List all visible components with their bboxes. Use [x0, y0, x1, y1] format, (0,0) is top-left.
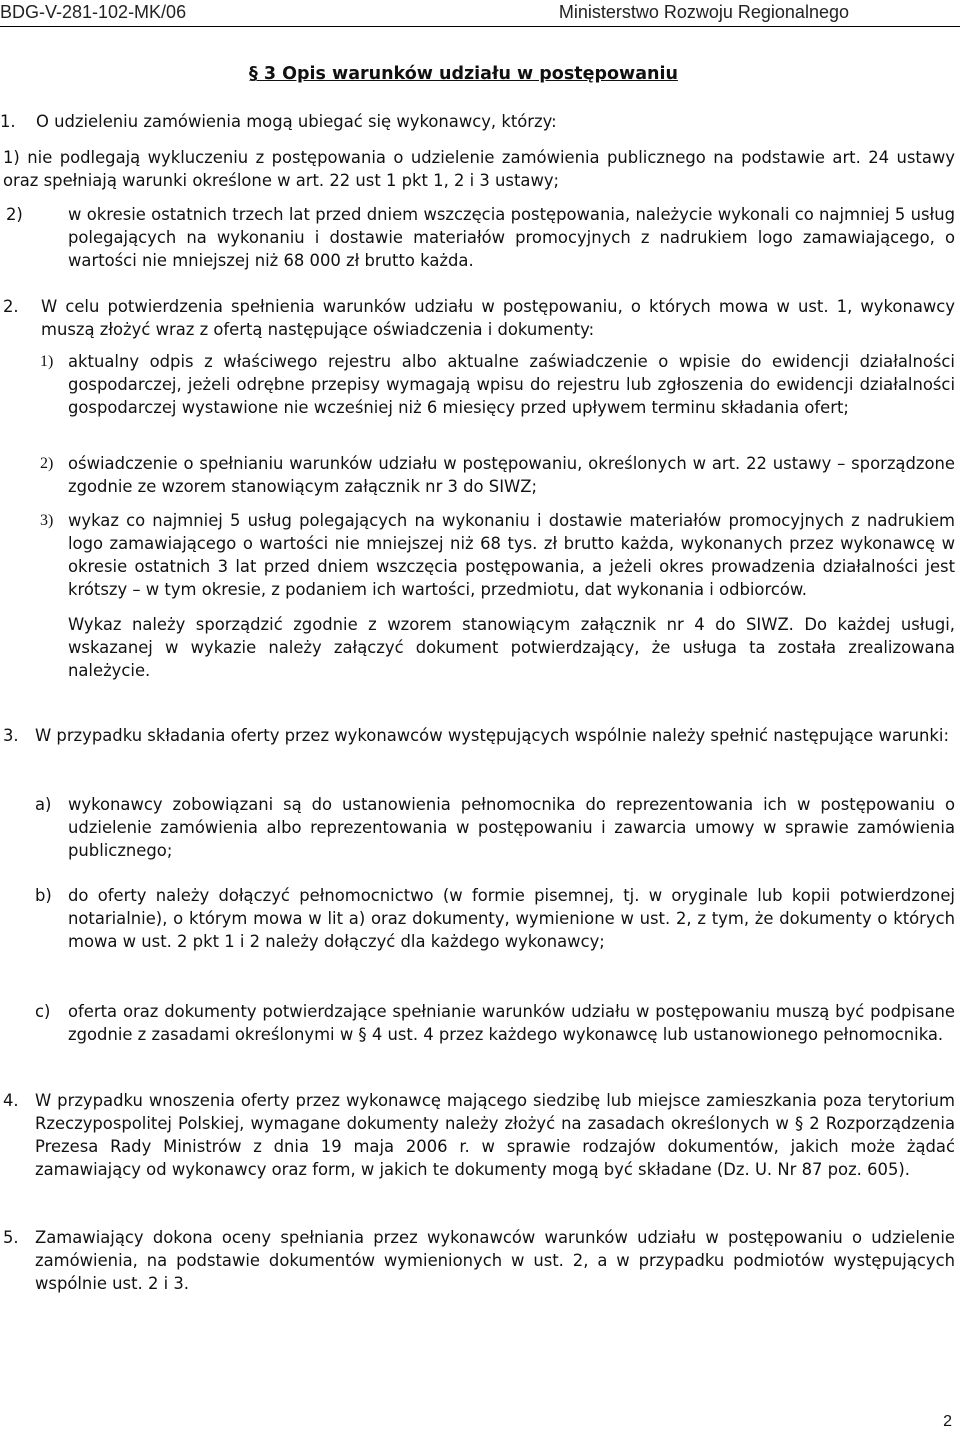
- item-text: w okresie ostatnich trzech lat przed dniem wszczęcia postępowania, należycie wykonali co najmniej 5 usług polegających na wykonaniu i dostawie materiałów promocyjnych z nadrukiem logo zamawiającego, o wartości nie mniejszej niż 68 000 zł brutto każda.: [68, 205, 955, 270]
- section-number: 4.: [3, 1091, 19, 1110]
- item-text: wykaz co najmniej 5 usług polegających na wykonaniu i dostawie materiałów promocyjnych z nadrukiem logo zamawiającego o wartości nie mniejszej niż 68 tys. zł brutto każda, wykonanych przez wykonawcę w okresie ostatnich 3 lat przed dniem wszczęcia postępowania, a jeżeli okres prowadzenia działalności jest krótszy – w tym okresie, z podaniem ich wartości, przedmiotu, dat wykonania i odbiorców.: [68, 511, 955, 599]
- item-number: b): [35, 886, 52, 905]
- item-text: oferta oraz dokumenty potwierdzające spełnianie warunków udziału w postępowaniu muszą być podpisane zgodnie z zasadami określonymi w § 4 ust. 4 przez każdego wykonawcę lub ustanowionego pełnomocnika.: [68, 1002, 955, 1044]
- section-text: W przypadku wnoszenia oferty przez wykonawcę mającego siedzibę lub miejsce zamieszkania poza terytorium Rzeczypospolitej Polskiej, wymagane dokumenty należy złożyć na zasadach określonych w § 2 Rozporządzenia Prezesa Rady Ministrów z dnia 19 maja 2006 r. w sprawie rodzajów dokumentów, jakich może żądać zamawiający od wykonawcy oraz form, w jakich te dokumenty mogą być składane (Dz. U. Nr 87 poz. 605).: [35, 1091, 955, 1179]
- item-text: do oferty należy dołączyć pełnomocnictwo (w formie pisemnej, tj. w oryginale lub kopii potwierdzonej notarialnie), o którym mowa w lit a) oraz dokumenty, wymienione w ust. 2, z tym, że dokumenty o których mowa w ust. 2 pkt 1 i 2 należy dołączyć dla każdego wykonawcy;: [68, 886, 955, 951]
- item-number: 1): [3, 148, 20, 167]
- header-rule: [0, 26, 960, 27]
- section-1: [0, 110, 920, 133]
- section-number: 3.: [3, 726, 19, 745]
- item-text: oświadczenie o spełnianiu warunków udziału w postępowaniu, określonych w art. 22 ustawy – sporządzone zgodnie ze wzorem stanowiącym załącznik nr 3 do SIWZ;: [68, 454, 955, 496]
- item-number: c): [35, 1002, 51, 1021]
- section-text: O udzieleniu zamówienia mogą ubiegać się wykonawcy, którzy:: [36, 112, 557, 131]
- section-3: [3, 724, 955, 747]
- section-4: [3, 1089, 955, 1181]
- item-note: Wykaz należy sporządzić zgodnie z wzorem stanowiącym załącznik nr 4 do SIWZ. Do każdej usługi, wskazanej w wykazie należy załączyć dokument potwierdzający, że usługa ta została zrealizowana należycie.: [68, 615, 955, 680]
- page-header: [0, 0, 960, 26]
- item-number: 2): [40, 455, 54, 472]
- list-item: [3, 146, 955, 192]
- item-number: 3): [40, 512, 54, 529]
- document-reference: BDG-V-281-102-MK/06: [0, 2, 187, 22]
- section-number: 2.: [3, 297, 19, 316]
- section-number: 1.: [0, 112, 16, 131]
- item-number: 1): [40, 353, 54, 370]
- ministry-name: Ministerstwo Rozwoju Regionalnego: [558, 2, 849, 22]
- section-5: [3, 1226, 955, 1295]
- list-item: [3, 509, 955, 682]
- list-item: [3, 1000, 955, 1046]
- section-text: W celu potwierdzenia spełnienia warunków udziału w postępowaniu, o których mowa w ust. 1, wykonawcy muszą złożyć wraz z ofertą następujące oświadczenia i dokumenty:: [41, 297, 955, 339]
- section-number: 5.: [3, 1228, 19, 1247]
- list-item: [3, 452, 955, 498]
- list-item: [3, 793, 955, 862]
- item-number: a): [35, 795, 52, 814]
- item-text: aktualny odpis z właściwego rejestru albo aktualne zaświadczenie o wpisie do ewidencji działalności gospodarczej, jeżeli odrębne przepisy wymagają wpisu do rejestru lub zgłoszenia do ewidencji działalności gospodarczej wystawione nie wcześniej niż 6 miesięcy przed upływem terminu składania ofert;: [68, 352, 955, 417]
- page-number: 2: [943, 1413, 952, 1430]
- section-text: W przypadku składania oferty przez wykonawców występujących wspólnie należy spełnić następujące warunki:: [35, 726, 949, 745]
- item-text: wykonawcy zobowiązani są do ustanowienia pełnomocnika do reprezentowania ich w postępowaniu o udzielenie zamówienia albo reprezentowania w postępowaniu i zawarcia umowy w sprawie zamówienia publicznego;: [68, 795, 955, 860]
- section-2: [3, 295, 955, 341]
- list-item: [3, 350, 955, 419]
- item-text: nie podlegają wykluczeniu z postępowania o udzielenie zamówienia publicznego na podstawie art. 24 ustawy oraz spełniają warunki określone w art. 22 ust 1 pkt 1, 2 i 3 ustawy;: [3, 148, 956, 190]
- section-title: § 3 Opis warunków udziału w postępowaniu: [249, 64, 678, 84]
- section-text: Zamawiający dokona oceny spełniania przez wykonawców warunków udziału w postępowaniu o udzielenie zamówienia, na podstawie dokumentów wymienionych w ust. 2, a w przypadku podmiotów występujących wspólnie ust. 2 i 3.: [35, 1228, 955, 1293]
- list-item: [3, 203, 955, 272]
- list-item: [3, 884, 955, 953]
- item-number: 2): [6, 205, 23, 224]
